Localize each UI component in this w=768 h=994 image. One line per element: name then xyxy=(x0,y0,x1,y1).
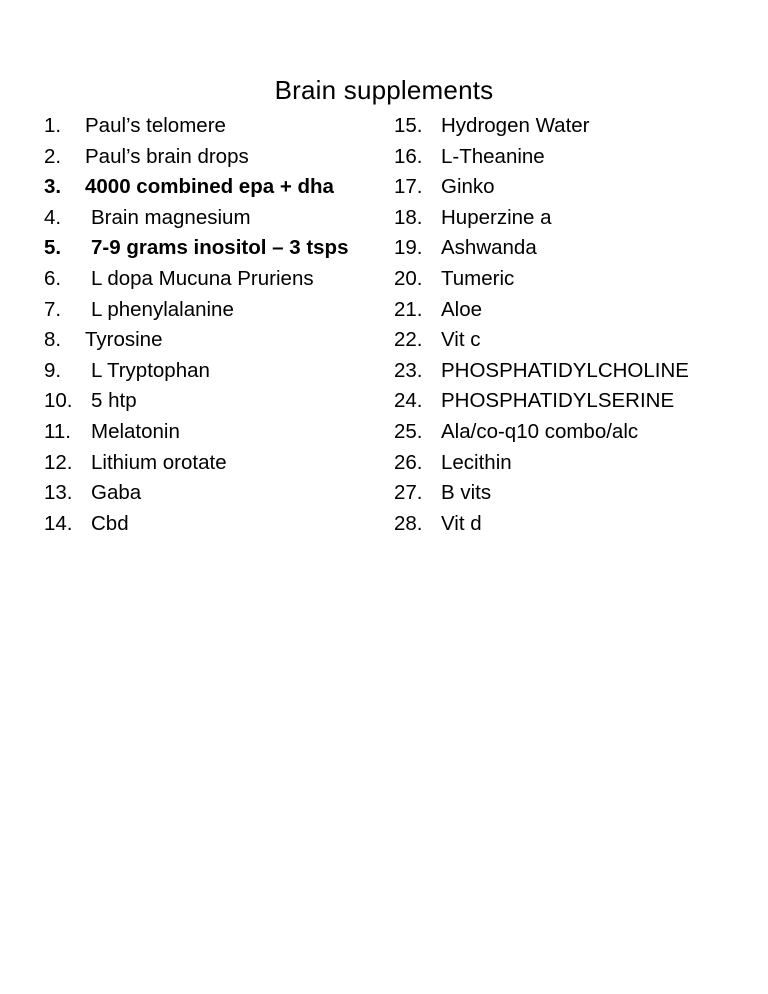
list-item xyxy=(394,356,734,387)
item-number: 4. xyxy=(44,205,62,229)
item-number: 1. xyxy=(44,114,62,137)
supplement-list-left xyxy=(44,111,384,539)
item-number: 3. xyxy=(44,175,62,199)
item-text: Cbd xyxy=(91,511,129,535)
item-text: Gaba xyxy=(91,481,142,505)
item-number: 6. xyxy=(44,266,62,290)
item-text: PHOSPHATIDYLCHOLINE xyxy=(441,358,689,382)
item-text: L dopa Mucuna Pruriens xyxy=(91,266,314,290)
item-text: Brain magnesium xyxy=(91,205,251,229)
list-item xyxy=(394,386,734,417)
list-item xyxy=(44,233,384,264)
list-item xyxy=(44,325,384,356)
item-text: Huperzine a xyxy=(441,205,552,229)
list-item xyxy=(44,295,384,326)
item-number: 18. xyxy=(394,205,423,229)
list-item xyxy=(394,233,734,264)
item-number: 10. xyxy=(44,389,73,413)
list-item xyxy=(44,478,384,509)
item-number: 15. xyxy=(394,114,423,137)
document-title: Brain supplements xyxy=(274,75,494,105)
item-number: 11. xyxy=(44,419,71,443)
item-number: 17. xyxy=(394,175,423,199)
item-text: Tyrosine xyxy=(85,328,163,352)
item-text: B vits xyxy=(441,481,492,505)
item-number: 24. xyxy=(394,389,423,413)
item-text: Vit c xyxy=(441,328,481,352)
list-item xyxy=(394,417,734,448)
item-number: 27. xyxy=(394,481,423,505)
supplement-list-right xyxy=(394,111,734,539)
item-text: Tumeric xyxy=(441,266,515,290)
item-text: Ashwanda xyxy=(441,236,537,260)
list-item xyxy=(44,417,384,448)
item-text: Vit d xyxy=(441,511,482,535)
item-text: L-Theanine xyxy=(441,144,545,168)
item-number: 16. xyxy=(394,144,423,168)
item-number: 21. xyxy=(394,297,423,321)
item-number: 13. xyxy=(44,481,73,505)
list-item xyxy=(394,142,734,173)
list-item xyxy=(44,448,384,479)
item-number: 14. xyxy=(44,511,73,535)
list-item xyxy=(44,172,384,203)
list-item xyxy=(394,203,734,234)
item-number: 5. xyxy=(44,236,62,260)
item-number: 22. xyxy=(394,328,423,352)
list-item xyxy=(44,386,384,417)
item-text: L Tryptophan xyxy=(91,358,210,382)
list-item xyxy=(394,478,734,509)
item-text: PHOSPHATIDYLSERINE xyxy=(441,389,675,413)
item-text: L phenylalanine xyxy=(91,297,234,321)
item-text: 5 htp xyxy=(91,389,137,413)
item-number: 25. xyxy=(394,419,423,443)
item-number: 7. xyxy=(44,297,62,321)
list-item xyxy=(44,203,384,234)
item-text: Ala/co-q10 combo/alc xyxy=(441,419,639,443)
list-item xyxy=(44,356,384,387)
list-item xyxy=(394,172,734,203)
list-item xyxy=(44,264,384,295)
item-text: Ginko xyxy=(441,175,495,199)
item-number: 2. xyxy=(44,144,62,168)
item-number: 8. xyxy=(44,328,62,352)
list-item xyxy=(394,295,734,326)
item-text: Aloe xyxy=(441,297,483,321)
item-number: 9. xyxy=(44,358,62,382)
item-text: Melatonin xyxy=(91,419,180,443)
item-text: Paul’s telomere xyxy=(85,114,226,137)
list-item xyxy=(394,325,734,356)
item-number: 19. xyxy=(394,236,423,260)
list-item xyxy=(44,142,384,173)
list-item xyxy=(394,509,734,540)
item-number: 28. xyxy=(394,511,423,535)
list-item xyxy=(394,264,734,295)
item-text: Hydrogen Water xyxy=(441,114,590,137)
list-item xyxy=(44,111,384,142)
item-text: 7-9 grams inositol – 3 tsps xyxy=(91,236,349,260)
list-item xyxy=(394,448,734,479)
item-number: 12. xyxy=(44,450,73,474)
item-text: Lithium orotate xyxy=(91,450,227,474)
list-item xyxy=(44,509,384,540)
list-item xyxy=(394,111,734,142)
item-number: 26. xyxy=(394,450,423,474)
item-text: Paul’s brain drops xyxy=(85,144,249,168)
item-number: 23. xyxy=(394,358,423,382)
item-number: 20. xyxy=(394,266,423,290)
item-text: 4000 combined epa + dha xyxy=(85,175,334,199)
item-text: Lecithin xyxy=(441,450,512,474)
